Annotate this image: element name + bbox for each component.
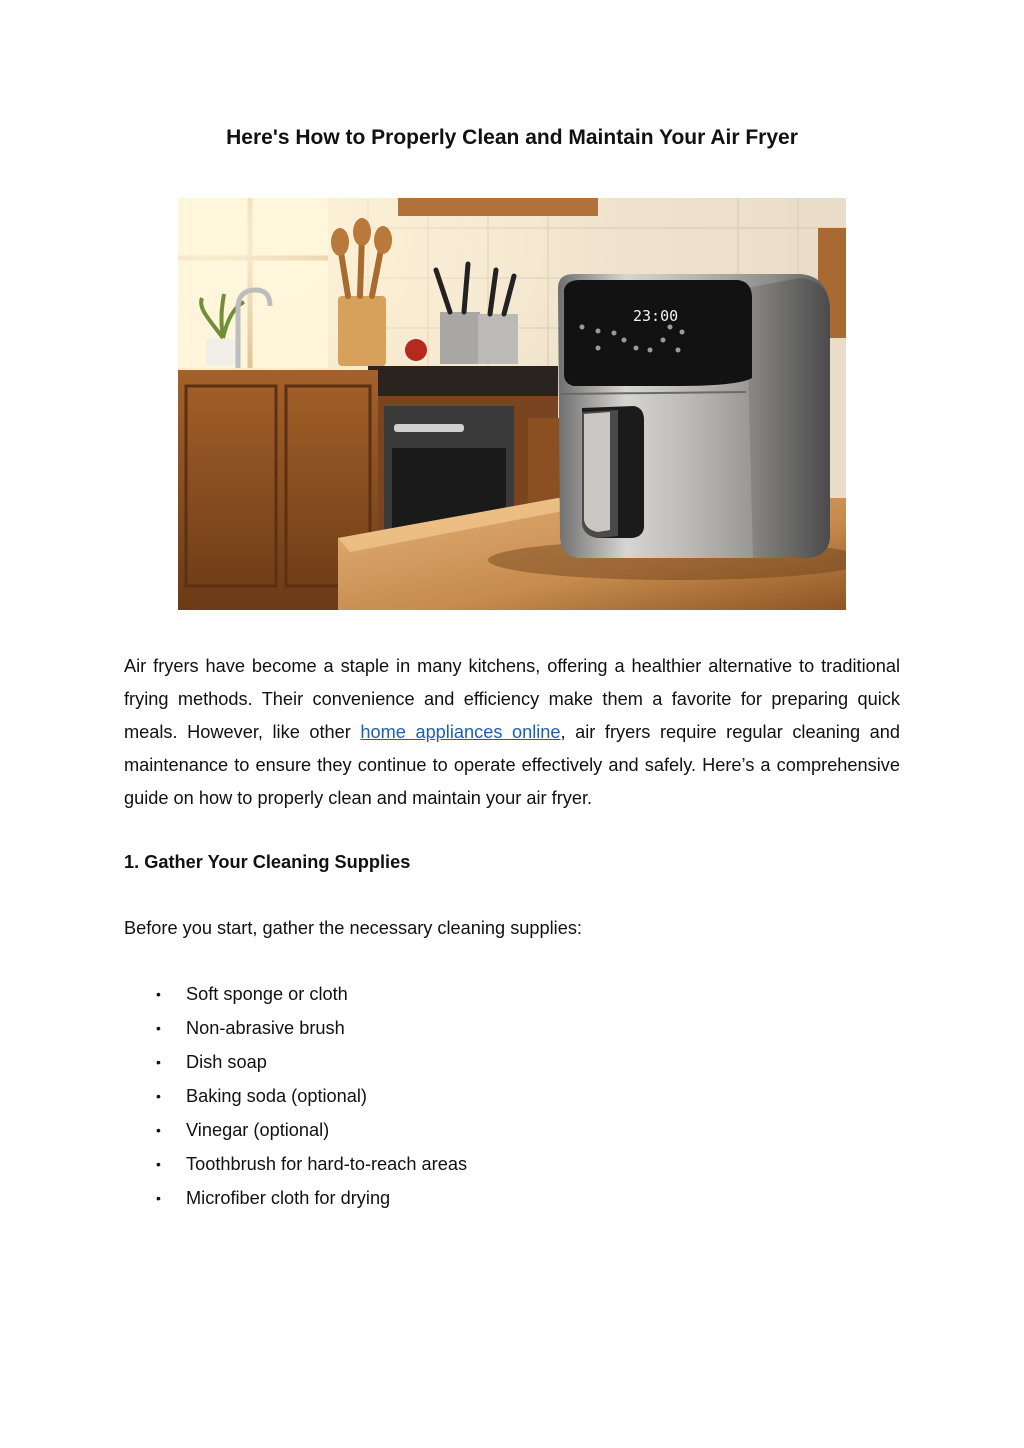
bullet-icon: • <box>156 1122 161 1138</box>
supplies-lead-text: Before you start, gather the necessary cleaning supplies: <box>124 918 582 938</box>
bullet-icon: • <box>156 1054 161 1070</box>
document-title: Here's How to Properly Clean and Maintain Your Air Fryer <box>226 126 798 149</box>
bullet-icon: • <box>156 1156 161 1172</box>
intro-text-part1: Air fryers have become a staple in many kitchens, offering a healthier alternative to traditional frying methods. Their convenience and efficiency make them a favorite for preparing quick meals. However, like other <box>124 656 900 742</box>
list-item <box>124 1014 467 1048</box>
supplies-list <box>124 980 467 1218</box>
list-item-text: Microfiber cloth for drying <box>186 1188 391 1208</box>
list-item <box>124 1048 467 1082</box>
list-item <box>124 1184 467 1218</box>
list-item <box>124 1082 467 1116</box>
list-item <box>124 980 467 1014</box>
home-appliances-online-link[interactable]: home appliances online <box>360 722 561 742</box>
list-item-text: Baking soda (optional) <box>186 1086 367 1106</box>
display-readout: 23:00 <box>633 307 679 325</box>
list-item-text: Soft sponge or cloth <box>186 984 348 1004</box>
bullet-icon: • <box>156 1190 161 1206</box>
list-item-text: Vinegar (optional) <box>186 1120 330 1140</box>
list-item-text: Dish soap <box>186 1052 267 1072</box>
section-heading-gather-supplies: 1. Gather Your Cleaning Supplies <box>124 852 411 872</box>
bullet-icon: • <box>156 986 161 1002</box>
intro-paragraph <box>124 650 900 815</box>
list-item <box>124 1150 467 1184</box>
bullet-icon: • <box>156 1088 161 1104</box>
list-item-text: Toothbrush for hard-to-reach areas <box>186 1154 468 1174</box>
list-item-text: Non-abrasive brush <box>186 1018 345 1038</box>
list-item <box>124 1116 467 1150</box>
air-fryer-photo <box>178 198 846 610</box>
bullet-icon: • <box>156 1020 161 1036</box>
intro-text-part2: , air fryers require regular cleaning and maintenance to ensure they continue to operate effectively and safely. Here’s a comprehensive guide on how to properly clean and maintain your air fryer. <box>124 722 900 808</box>
